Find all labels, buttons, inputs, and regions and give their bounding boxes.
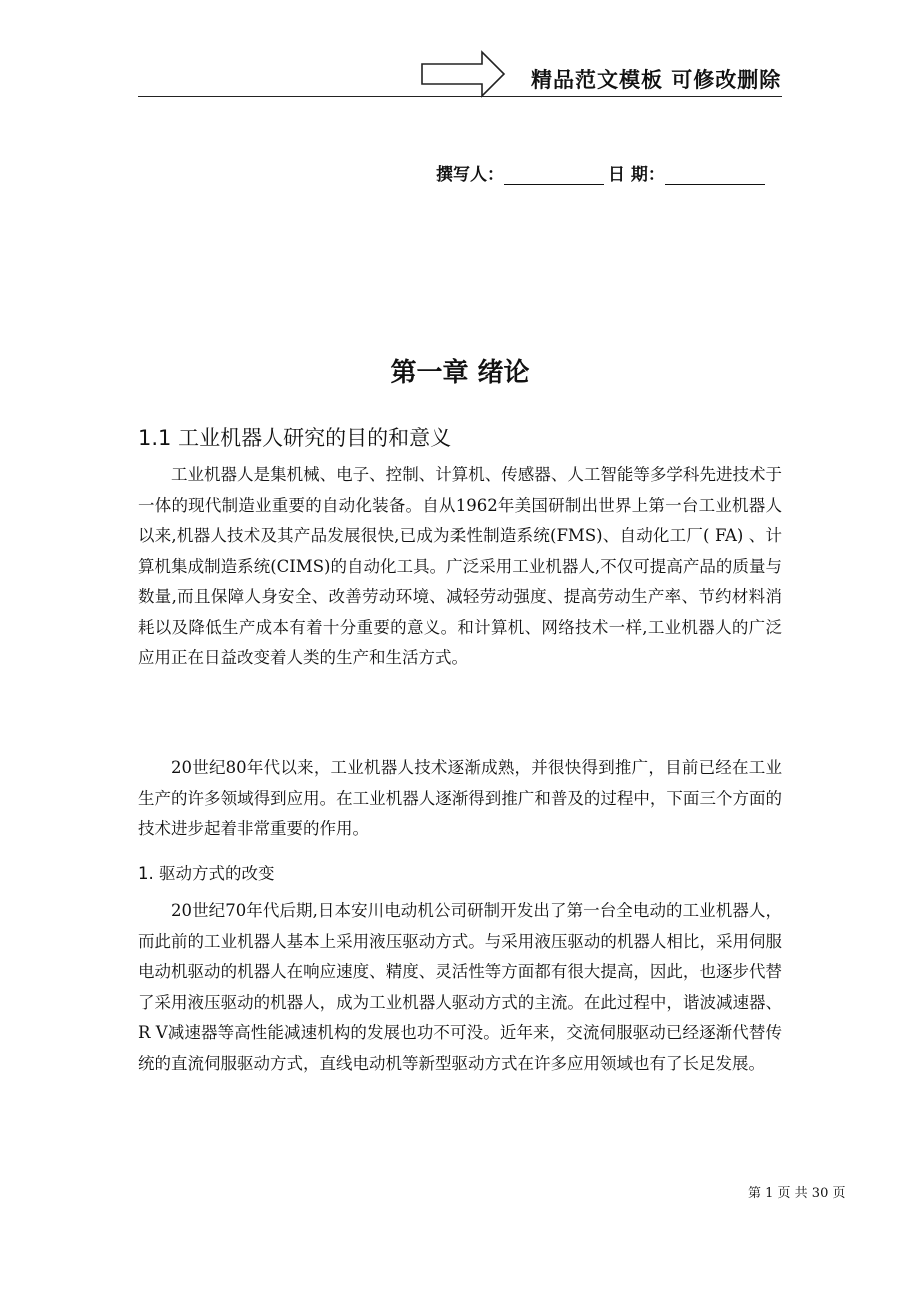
page-number: 第 1 页 共 30 页 <box>748 1186 846 1201</box>
header-banner-text: 精品范文模板 可修改删除 <box>531 68 782 92</box>
paragraph-1: 工业机器人是集机械、电子、控制、计算机、传感器、人工智能等多学科先进技术于一体的现代制造业重要的自动化装备。自从1962年美国研制出世界上第一台工业机器人以来,机器人技术及其产品发展很快,已成为柔性制造系统(FMS)、自动化工厂( FA) 、计算机集成制造系统(CIMS)的自动化工具。广泛采用工业机器人,不仅可提高产品的质量与数量,而且保障人身安全、改善劳动环境、减轻劳动强度、提高劳动生产率、节约材料消耗以及降低生产成本有着十分重要的意义。和计算机、网络技术一样,工业机器人的广泛应用正在日益改变着人类的生产和生活方式。 <box>138 465 782 667</box>
date-blank <box>665 166 765 185</box>
header-rule <box>138 96 782 97</box>
section-title: 1.1 工业机器人研究的目的和意义 <box>138 426 452 450</box>
author-date-line <box>436 160 765 185</box>
paragraph-3: 20世纪70年代后期,日本安川电动机公司研制开发出了第一台全电动的工业机器人，而此前的工业机器人基本上采用液压驱动方式。与采用液压驱动的机器人相比，采用伺服电动机驱动的机器人在响应速度、精度、灵活性等方面都有很大提高，因此，也逐步代替了采用液压驱动的机器人，成为工业机器人驱动方式的主流。在此过程中，谐波减速器、R V减速器等高性能减速机构的发展也功不可没。近年来，交流伺服驱动已经逐渐代替传统的直流伺服驱动方式，直线电动机等新型驱动方式在许多应用领域也有了长足发展。 <box>138 901 782 1073</box>
chapter-title: 第一章 绪论 <box>390 358 530 388</box>
author-blank <box>504 166 604 185</box>
author-label: 撰写人： <box>436 165 504 185</box>
subheading-drive-method: 1. 驱动方式的改变 <box>138 864 275 883</box>
paragraph-2: 20世纪80年代以来，工业机器人技术逐渐成熟，并很快得到推广，目前已经在工业生产的许多领域得到应用。在工业机器人逐渐得到推广和普及的过程中，下面三个方面的技术进步起着非常重要的作用。 <box>138 758 782 838</box>
header-arrow-icon <box>420 50 506 98</box>
date-label: 日 期： <box>608 165 665 185</box>
